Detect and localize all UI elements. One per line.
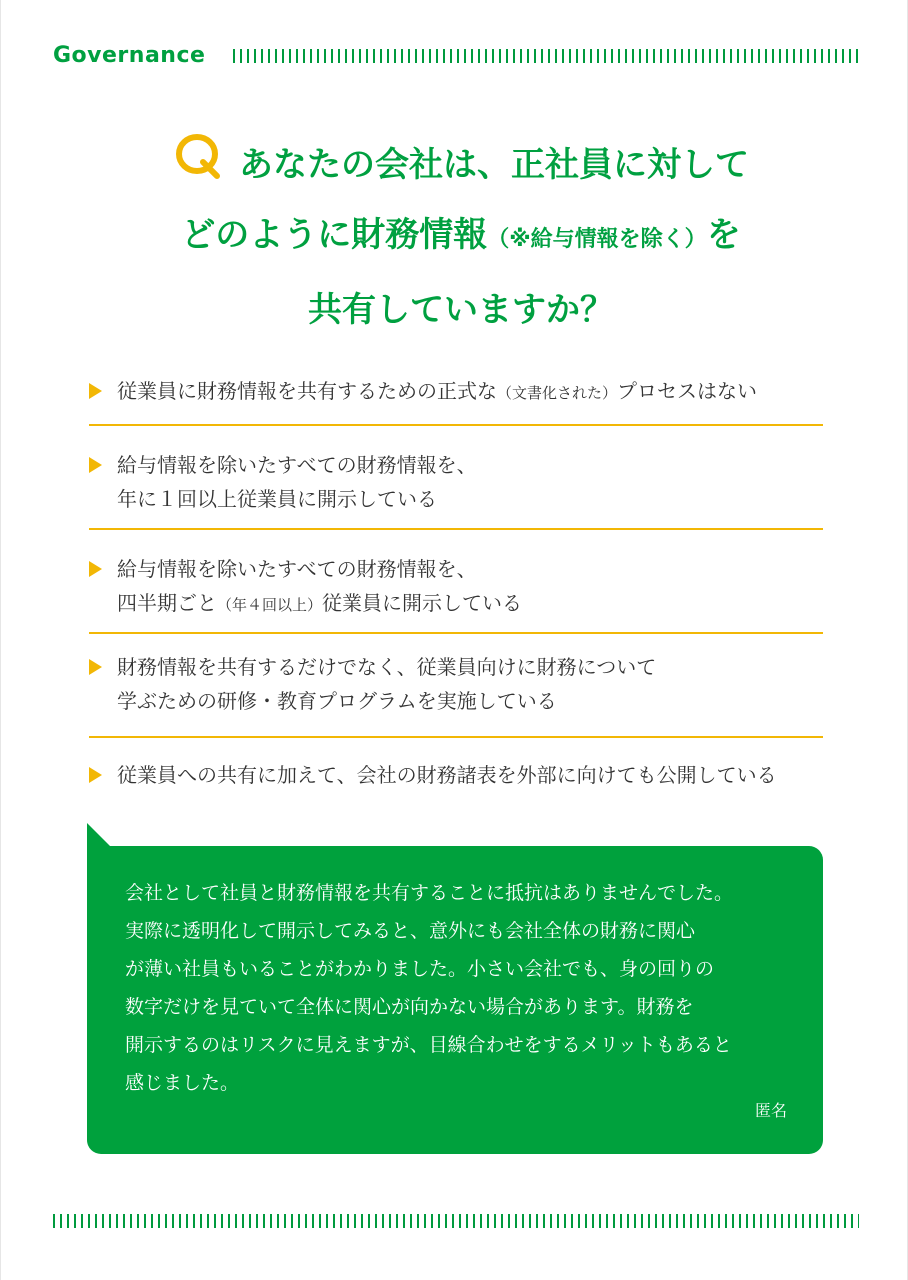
option-text-line: 従業員への共有に加えて、会社の財務諸表を外部に向けても公開している [117,763,777,787]
section-label: Governance [53,43,206,68]
triangle-bullet-icon [89,383,102,399]
question-line-3: 共有していますか？ [308,290,614,330]
option-text-part: 従業員に財務情報を共有するための正式な [117,379,497,403]
page-header [53,40,859,72]
question-text-line-2-tail: を [706,215,741,255]
option-text-small: （年４回以上） [217,596,323,614]
comment-bubble [87,846,823,1154]
comment-line: が薄い社員もいることがわかりました。小さい会社でも、身の回りの [125,958,715,980]
comment-line: 感じました。 [125,1072,240,1094]
option-text-part: 従業員に開示している [322,591,523,615]
comment-line: 会社として社員と財務情報を共有することに抵抗はありませんでした。 [125,882,734,904]
option-item [89,362,823,426]
question-text-line-2: どのように財務情報 [181,215,488,255]
option-item [89,738,823,798]
tick-rule-bottom [53,1214,859,1228]
option-text [117,374,823,410]
question-line-2 [81,200,841,275]
comment-text [125,874,789,1102]
option-text-line: 給与情報を除いたすべての財務情報を、 [117,557,477,581]
question-line-1 [81,130,841,200]
option-text-line: 財務情報を共有するだけでなく、従業員向けに財務について [117,655,657,679]
question-text-line-1: あなたの会社は、正社員に対して [239,145,749,185]
question-note: （※給与情報を除く） [487,227,707,252]
option-text-line: 学ぶための研修・教育プログラムを実施している [117,689,557,713]
triangle-bullet-icon [89,457,102,473]
option-item [89,530,823,634]
comment-line: 数字だけを見ていて全体に関心が向かない場合があります。財務を [125,996,694,1018]
option-text-line [117,586,823,622]
triangle-bullet-icon [89,767,102,783]
comment-author: 匿名 [754,1101,787,1120]
answer-options [89,362,823,798]
option-text-part: 四半期ごと [117,591,217,615]
comment-line: 開示するのはリスクに見えますが、目線合わせをするメリットもあると [125,1034,732,1056]
triangle-bullet-icon [89,659,102,675]
option-text-line: 年に１回以上従業員に開示している [117,487,437,511]
question-heading [81,130,841,345]
comment-line: 実際に透明化して開示してみると、意外にも会社全体の財務に関心 [125,920,696,942]
tick-rule-top [233,49,859,63]
triangle-bullet-icon [89,561,102,577]
option-text-part: プロセスはない [617,379,758,403]
option-item [89,634,823,738]
option-item [89,426,823,530]
option-text-small: （文書化された） [497,384,618,402]
q-mark-icon [173,130,225,182]
option-text-line: 給与情報を除いたすべての財務情報を、 [117,453,477,477]
